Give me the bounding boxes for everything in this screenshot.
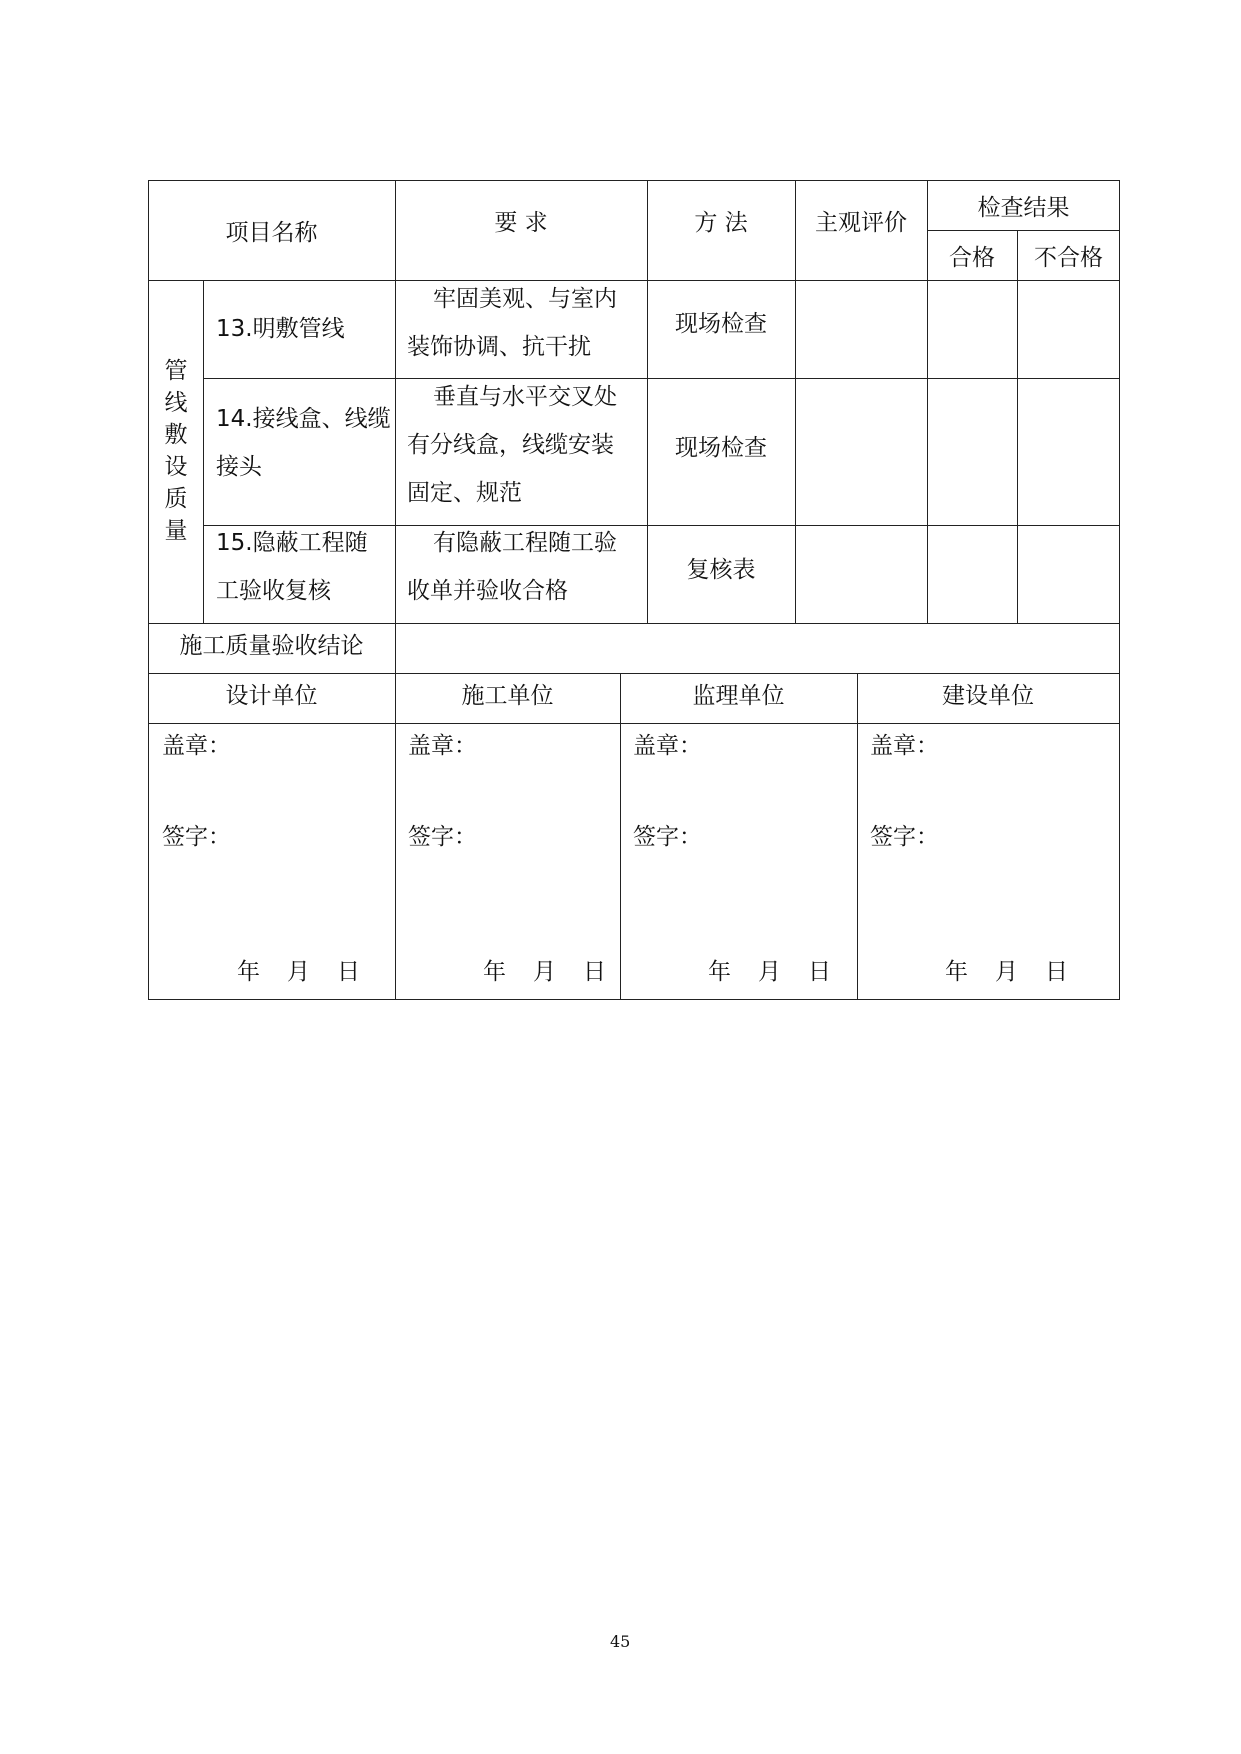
row-15-item-line2: 工验收复核 xyxy=(216,578,331,604)
sign-label: 签字： xyxy=(633,824,702,850)
seal-label: 盖章： xyxy=(408,733,477,759)
table-border-right xyxy=(1119,180,1120,1000)
signoff-col-line-3 xyxy=(857,673,858,1000)
item-col-line xyxy=(395,180,396,1000)
date-year: 年 xyxy=(708,959,731,985)
seal-label: 盖章： xyxy=(870,733,939,759)
row-line-5 xyxy=(148,723,1120,724)
method-col-line xyxy=(795,180,796,624)
date-year: 年 xyxy=(483,959,506,985)
row-14-req-line2: 有分线盒，线缆安装 xyxy=(407,432,614,458)
date-month: 月 xyxy=(533,959,556,985)
unit-construction: 施工单位 xyxy=(461,682,554,709)
date-day: 日 xyxy=(337,959,360,985)
unit-owner: 建设单位 xyxy=(942,682,1034,709)
row-13-req-line1: 牢固美观、与室内 xyxy=(433,286,617,312)
row-13-req-line2: 装饰协调、抗干扰 xyxy=(407,334,591,360)
sign-label: 签字： xyxy=(408,824,477,850)
row-14-method: 现场检查 xyxy=(675,434,767,461)
unit-design: 设计单位 xyxy=(225,682,318,709)
sign-label: 签字： xyxy=(870,824,939,850)
row-line-1 xyxy=(203,378,1120,379)
date-day: 日 xyxy=(1045,959,1068,985)
header-pass: 合格 xyxy=(949,244,995,271)
date-year: 年 xyxy=(945,959,968,985)
page-number: 45 xyxy=(610,1632,631,1651)
date-day: 日 xyxy=(808,959,831,985)
row-14-item-line2: 接头 xyxy=(216,454,262,480)
header-item-name: 项目名称 xyxy=(225,219,318,246)
row-15-req-line2: 收单并验收合格 xyxy=(407,578,568,604)
header-fail: 不合格 xyxy=(1034,244,1103,271)
table-border-left xyxy=(148,180,149,1000)
row-14-req-line1: 垂直与水平交叉处 xyxy=(433,384,617,410)
unit-supervision: 监理单位 xyxy=(692,682,785,709)
conclusion-label: 施工质量验收结论 xyxy=(179,632,364,659)
row-15-req-line1: 有隐蔽工程随工验 xyxy=(433,530,617,556)
row-14-req-line3: 固定、规范 xyxy=(407,480,522,506)
row-15-item-line1: 15.隐蔽工程随 xyxy=(216,530,368,556)
row-13-item: 13.明敷管线 xyxy=(216,316,345,342)
date-month: 月 xyxy=(758,959,781,985)
header-method: 方 法 xyxy=(694,209,748,236)
row-13-method: 现场检查 xyxy=(675,310,767,337)
seal-label: 盖章： xyxy=(633,733,702,759)
pass-col-line xyxy=(1017,230,1018,624)
row-15-method: 复核表 xyxy=(686,556,756,583)
seal-label: 盖章： xyxy=(162,733,231,759)
sign-label: 签字： xyxy=(162,824,231,850)
header-bottom-line xyxy=(148,280,1120,281)
row-14-item-line1: 14.接线盒、线缆 xyxy=(216,406,391,432)
date-month: 月 xyxy=(995,959,1018,985)
header-result: 检查结果 xyxy=(977,194,1070,221)
header-requirement: 要 求 xyxy=(494,209,548,236)
header-subjective: 主观评价 xyxy=(815,209,907,236)
date-month: 月 xyxy=(287,959,310,985)
date-day: 日 xyxy=(583,959,606,985)
category-label: 管线敷设质量 xyxy=(164,358,188,544)
table-border-bottom xyxy=(148,999,1120,1000)
signoff-col-line-2 xyxy=(620,673,621,1000)
category-col-line xyxy=(203,280,204,624)
date-year: 年 xyxy=(237,959,260,985)
